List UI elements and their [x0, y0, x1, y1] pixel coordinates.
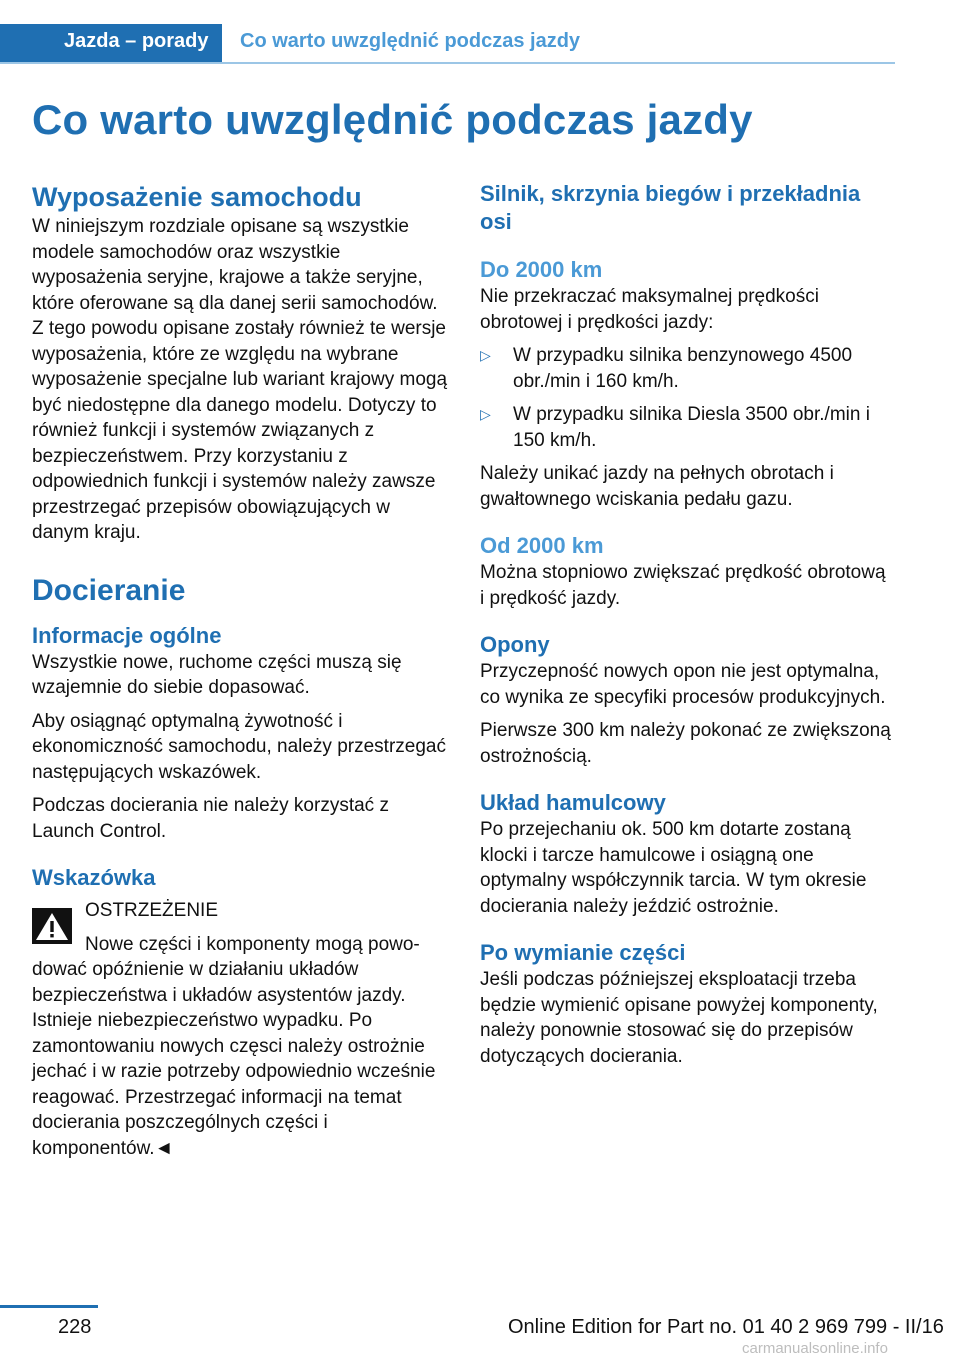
list-item: [480, 343, 892, 394]
avoid-text: Należy unikać jazdy na pełnych obrotach i gwałtownego wciskania pedału gazu.: [480, 463, 834, 510]
general-info-p3: Podczas docierania nie należy korzystać z Launch Control.: [32, 795, 389, 842]
general-info-p1: Wszystkie nowe, ruchome części muszą się wzajemnie do siebie dopasować.: [32, 651, 402, 698]
header-topic-tab[interactable]: Co warto uwzględnić podczas jazdy: [240, 30, 581, 52]
edition-text: Online Edition for Part no. 01 40 2 969 799 - II/16: [508, 1316, 944, 1338]
warning-box: [32, 898, 450, 1161]
tires-p2: Pierwsze 300 km należy pokonać ze zwiększoną ostrożnością.: [480, 720, 891, 767]
footer-line: [0, 1305, 98, 1308]
warning-text-first-line: Nowe części i komponenty mogą powo-: [85, 933, 420, 955]
from-2000-heading: Od 2000 km: [480, 533, 604, 558]
list-item: [480, 402, 892, 453]
triangle-bullet-icon: ▷: [480, 406, 491, 422]
list-item-text: W przypadku silnika benzynowego 4500 obr./min i 160 km/h.: [513, 345, 853, 392]
break-in-heading: Docieranie: [32, 573, 186, 607]
triangle-bullet-icon: ▷: [480, 347, 491, 363]
header-section-tab[interactable]: Jazda – porady: [0, 24, 222, 62]
speed-limit-list: [480, 343, 892, 453]
note-heading: Wskazówka: [32, 865, 156, 890]
brakes-heading: Układ hamulcowy: [480, 790, 666, 815]
page-title: Co warto uwzględnić podczas jazdy: [32, 96, 753, 143]
tires-p1: Przyczepność nowych opon nie jest optymalna, co wynika ze specyfiki procesów produkcyjnych.: [480, 661, 886, 708]
warning-text: [32, 932, 450, 1162]
from-2000-text: Można stopniowo zwiększać prędkość obrotową i prędkość jazdy.: [480, 562, 886, 609]
replacement-text: Jeśli podczas późniejszej eksploatacji trzeba będzie wymienić opisane powyżej komponenty, należy ponownie stosować się do przepisów dotyczących docierania.: [480, 969, 878, 1067]
left-column: [32, 180, 450, 1161]
up-to-2000-heading: Do 2000 km: [480, 257, 603, 282]
vehicle-equipment-heading: Wyposażenie samochodu: [32, 182, 362, 212]
warning-text-rest: dować opóźnienie w działaniu układów bezpieczeństwa i układów asystentów jazdy. Istnieje niebezpieczeństwo wypadku. Po zamontowaniu nowych częsci należy ostrożnie jechać i w razie potrzeby odpowiednio wcześnie reagować. Przestrzegać informacji na temat docierania poszczególnych części i komponentów.◄: [32, 959, 436, 1159]
watermark: carmanualsonline.info: [742, 1340, 888, 1357]
page-number: 228: [58, 1316, 92, 1338]
replacement-heading: Po wymianie części: [480, 940, 686, 965]
up-to-2000-text: Nie przekraczać maksymalnej prędkości obrotowej i prędkości jazdy:: [480, 286, 819, 333]
right-column: [480, 180, 892, 1077]
engine-heading: Silnik, skrzynia biegów i przekładnia osi: [480, 181, 861, 234]
general-info-heading: Informacje ogólne: [32, 622, 222, 648]
tires-heading: Opony: [480, 632, 550, 657]
warning-title: OSTRZEŻENIE: [85, 900, 219, 921]
general-info-p2: Aby osiągnąć optymalną żywotność i ekonomiczność samochodu, należy przestrzegać następujących wskazówek.: [32, 710, 446, 783]
warning-triangle-icon: [32, 908, 72, 944]
vehicle-equipment-text: W niniejszym rozdziale opisane są wszystkie modele samochodów oraz wszystkie wyposażenia seryjne, krajowe a także seryjne, które oferowane są dla danej serii samochodów. Z tego powodu opisane zostały również te wersje wyposażenia, które ze względu na wybrane wyposażenie specjalne lub wariant krajowy mogą być niedostępne dla danego modelu. Dotyczy to również funkcji i systemów związanych z bezpieczeństwem. Przy korzystaniu z odpowiednich funkcji i systemów należy zawsze przestrzegać przepisów obowiązujących w danym kraju.: [32, 216, 448, 543]
list-item-text: W przypadku silnika Diesla 3500 obr./min i 150 km/h.: [513, 404, 870, 451]
brakes-text: Po przejechaniu ok. 500 km dotarte zostaną klocki i tarcze hamulcowe i osiągną one optymalny współczynnik tarcia. W tym okresie docierania należy jeździć ostrożnie.: [480, 819, 867, 917]
